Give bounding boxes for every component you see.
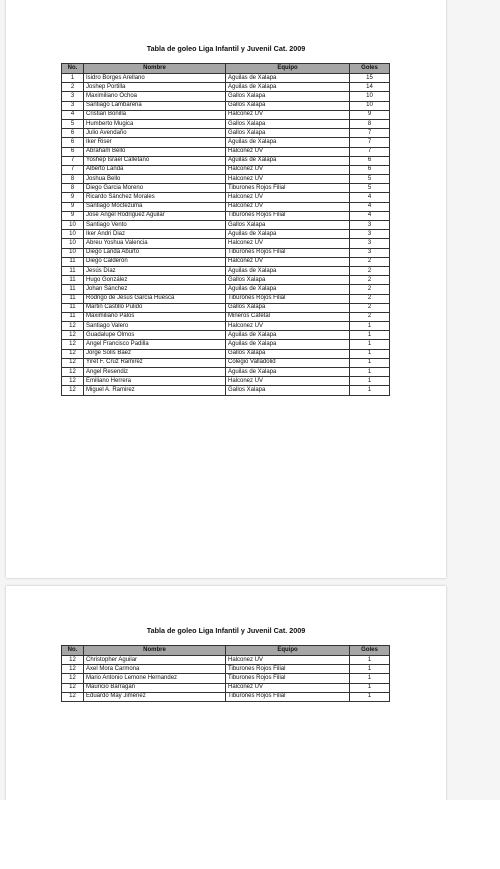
table-row: [62, 368, 390, 377]
cell-rank: 12: [62, 386, 84, 395]
cell-rank: 10: [62, 230, 84, 239]
cell-rank: 10: [62, 239, 84, 248]
table-row: [62, 221, 390, 230]
cell-team: Gallos Xalapa: [226, 221, 350, 230]
cell-goals: 2: [350, 312, 390, 321]
column-header-team: Equipo: [226, 646, 350, 656]
table-row: [62, 358, 390, 367]
cell-goals: 2: [350, 294, 390, 303]
cell-rank: 12: [62, 322, 84, 331]
cell-rank: 12: [62, 674, 84, 683]
cell-team: Halconez UV: [226, 683, 350, 692]
cell-name: Cristian Bonilla: [84, 110, 226, 119]
blank-area: [0, 800, 500, 869]
cell-team: Colegio Valladolid: [226, 358, 350, 367]
table-row: [62, 303, 390, 312]
table-row: [62, 74, 390, 83]
cell-name: Iker Riser: [84, 138, 226, 147]
table-row: [62, 674, 390, 683]
cell-name: Julio Avendaño: [84, 129, 226, 138]
cell-goals: 15: [350, 74, 390, 83]
table-row: [62, 119, 390, 128]
table-row: [62, 101, 390, 110]
table-header-row: [62, 64, 390, 74]
cell-team: Halconez UV: [226, 377, 350, 386]
cell-goals: 1: [350, 358, 390, 367]
cell-goals: 2: [350, 266, 390, 275]
cell-goals: 3: [350, 248, 390, 257]
table-row: [62, 92, 390, 101]
cell-rank: 6: [62, 138, 84, 147]
cell-team: Gallos Xalapa: [226, 349, 350, 358]
cell-name: Eduardo May Jiménez: [84, 692, 226, 701]
cell-team: Halconez UV: [226, 202, 350, 211]
table-row: [62, 294, 390, 303]
cell-name: Axel Mora Carmona: [84, 665, 226, 674]
cell-rank: 4: [62, 110, 84, 119]
table-row: [62, 276, 390, 285]
column-header-name: Nombre: [84, 646, 226, 656]
cell-name: Emiliano Herrera: [84, 377, 226, 386]
cell-name: Guadalupe Olmos: [84, 331, 226, 340]
cell-rank: 10: [62, 221, 84, 230]
cell-rank: 12: [62, 358, 84, 367]
cell-goals: 2: [350, 276, 390, 285]
table-row: [62, 165, 390, 174]
page-title: Tabla de goleo Liga Infantil y Juvenil Cat. 2009: [146, 626, 306, 635]
cell-name: Abraham Bello: [84, 147, 226, 156]
cell-goals: 3: [350, 230, 390, 239]
cell-rank: 11: [62, 294, 84, 303]
table-row: [62, 266, 390, 275]
cell-name: Mauricio Barragan: [84, 683, 226, 692]
cell-rank: 8: [62, 184, 84, 193]
document-page-2: [6, 586, 446, 800]
cell-name: Santiago Moctezuma: [84, 202, 226, 211]
cell-rank: 11: [62, 257, 84, 266]
cell-name: Mario Antonio Lemone Hernandez: [84, 674, 226, 683]
cell-goals: 10: [350, 92, 390, 101]
cell-name: Maximiliano Palos: [84, 312, 226, 321]
cell-goals: 5: [350, 184, 390, 193]
table-row: [62, 665, 390, 674]
cell-goals: 1: [350, 692, 390, 701]
cell-rank: 11: [62, 312, 84, 321]
cell-name: Yiret F. Cruz Ramirez: [84, 358, 226, 367]
cell-team: Aguilas de Xalapa: [226, 138, 350, 147]
cell-rank: 9: [62, 193, 84, 202]
table-row: [62, 340, 390, 349]
cell-team: Halconez UV: [226, 257, 350, 266]
page-title: Tabla de goleo Liga Infantil y Juvenil Cat. 2009: [146, 44, 306, 53]
cell-rank: 1: [62, 74, 84, 83]
cell-name: Ricardo Sánchez Morales: [84, 193, 226, 202]
cell-team: Halconez UV: [226, 322, 350, 331]
cell-name: Diego Calderón: [84, 257, 226, 266]
cell-rank: 11: [62, 276, 84, 285]
cell-team: Aguilas de Xalapa: [226, 285, 350, 294]
cell-team: Aguilas de Xalapa: [226, 83, 350, 92]
cell-goals: 6: [350, 156, 390, 165]
cell-goals: 2: [350, 285, 390, 294]
cell-name: Christopher Aguilar: [84, 656, 226, 665]
table-row: [62, 386, 390, 395]
cell-name: Miguel A. Ramirez: [84, 386, 226, 395]
cell-rank: 12: [62, 349, 84, 358]
cell-goals: 6: [350, 165, 390, 174]
cell-team: Halconez UV: [226, 165, 350, 174]
cell-rank: 2: [62, 83, 84, 92]
cell-name: Hugo González: [84, 276, 226, 285]
table-row: [62, 230, 390, 239]
cell-goals: 1: [350, 386, 390, 395]
cell-goals: 1: [350, 683, 390, 692]
cell-name: Johan Sánchez: [84, 285, 226, 294]
cell-name: Santiago Lambarena: [84, 101, 226, 110]
cell-team: Halconez UV: [226, 656, 350, 665]
cell-goals: 1: [350, 377, 390, 386]
cell-goals: 10: [350, 101, 390, 110]
cell-goals: 3: [350, 239, 390, 248]
cell-goals: 1: [350, 665, 390, 674]
cell-goals: 9: [350, 110, 390, 119]
cell-rank: 12: [62, 692, 84, 701]
column-header-goals: Goles: [350, 64, 390, 74]
cell-team: Gallos Xalapa: [226, 129, 350, 138]
cell-rank: 7: [62, 156, 84, 165]
cell-name: Joshua Bello: [84, 175, 226, 184]
cell-team: Tiburones Rojos Filial: [226, 674, 350, 683]
cell-team: Aguilas de Xalapa: [226, 331, 350, 340]
cell-goals: 8: [350, 119, 390, 128]
table-row: [62, 656, 390, 665]
cell-team: Tiburones Rojos Filial: [226, 294, 350, 303]
cell-rank: 3: [62, 101, 84, 110]
table-row: [62, 129, 390, 138]
column-header-goals: Goles: [350, 646, 390, 656]
cell-rank: 9: [62, 202, 84, 211]
cell-team: Gallos Xalapa: [226, 276, 350, 285]
cell-rank: 5: [62, 119, 84, 128]
cell-goals: 1: [350, 349, 390, 358]
cell-team: Tiburones Rojos Filial: [226, 248, 350, 257]
cell-goals: 7: [350, 138, 390, 147]
table-body: [62, 656, 390, 702]
cell-name: Diego Landa Aburto: [84, 248, 226, 257]
cell-name: Yoshep Israel Calletano: [84, 156, 226, 165]
cell-team: Halconez UV: [226, 147, 350, 156]
table-row: [62, 312, 390, 321]
table-row: [62, 692, 390, 701]
cell-goals: 1: [350, 674, 390, 683]
cell-name: Humberto Mugica: [84, 119, 226, 128]
table-row: [62, 110, 390, 119]
cell-team: Tiburones Rojos Filial: [226, 184, 350, 193]
cell-rank: 12: [62, 340, 84, 349]
cell-team: Halconez UV: [226, 239, 350, 248]
cell-team: Gallos Xalapa: [226, 101, 350, 110]
cell-name: Joshep Portilla: [84, 83, 226, 92]
table-row: [62, 248, 390, 257]
cell-team: Tiburones Rojos Filial: [226, 692, 350, 701]
cell-rank: 7: [62, 165, 84, 174]
cell-rank: 12: [62, 368, 84, 377]
cell-team: Aguilas de Xalapa: [226, 74, 350, 83]
cell-team: Gallos Xalapa: [226, 92, 350, 101]
table-row: [62, 683, 390, 692]
cell-name: Jesús Díaz: [84, 266, 226, 275]
table-row: [62, 193, 390, 202]
cell-rank: 3: [62, 92, 84, 101]
cell-goals: 4: [350, 211, 390, 220]
cell-team: Aguilas de Xalapa: [226, 368, 350, 377]
table-header-row: [62, 646, 390, 656]
cell-name: Martin Castillo Pulido: [84, 303, 226, 312]
cell-team: Gallos Xalapa: [226, 386, 350, 395]
table-row: [62, 211, 390, 220]
column-header-team: Equipo: [226, 64, 350, 74]
table-row: [62, 175, 390, 184]
cell-goals: 1: [350, 331, 390, 340]
cell-team: Halconez UV: [226, 193, 350, 202]
table-row: [62, 285, 390, 294]
cell-name: Jorge Solis Baez: [84, 349, 226, 358]
cell-rank: 12: [62, 377, 84, 386]
cell-goals: 4: [350, 202, 390, 211]
document-page-1: [6, 0, 446, 578]
table-row: [62, 257, 390, 266]
cell-rank: 11: [62, 285, 84, 294]
table-row: [62, 349, 390, 358]
table-row: [62, 202, 390, 211]
cell-name: Iker Andri Diaz: [84, 230, 226, 239]
cell-team: Tiburones Rojos Filial: [226, 665, 350, 674]
scoring-table: [61, 63, 390, 396]
cell-team: Aguilas de Xalapa: [226, 230, 350, 239]
cell-goals: 1: [350, 322, 390, 331]
cell-rank: 9: [62, 211, 84, 220]
cell-rank: 12: [62, 331, 84, 340]
table-row: [62, 331, 390, 340]
cell-rank: 12: [62, 665, 84, 674]
scoring-table: [61, 645, 390, 702]
cell-goals: 1: [350, 340, 390, 349]
cell-team: Aguilas de Xalapa: [226, 156, 350, 165]
cell-rank: 10: [62, 248, 84, 257]
cell-name: Abreu Yoshua Valencia: [84, 239, 226, 248]
table-row: [62, 147, 390, 156]
cell-rank: 8: [62, 175, 84, 184]
cell-name: Santiago Vento: [84, 221, 226, 230]
cell-rank: 6: [62, 129, 84, 138]
cell-name: Angel Francisco Padilla: [84, 340, 226, 349]
cell-rank: 11: [62, 303, 84, 312]
cell-team: Mineros Cafetal: [226, 312, 350, 321]
cell-name: Maximiliano Ochoa: [84, 92, 226, 101]
table-row: [62, 83, 390, 92]
table-row: [62, 138, 390, 147]
cell-team: Halconez UV: [226, 110, 350, 119]
table-row: [62, 377, 390, 386]
cell-goals: 4: [350, 193, 390, 202]
cell-name: José Ángel Rodriguez Aguilar: [84, 211, 226, 220]
cell-name: Diego Garcia Moreno: [84, 184, 226, 193]
cell-goals: 1: [350, 656, 390, 665]
column-header-no: No.: [62, 646, 84, 656]
column-header-name: Nombre: [84, 64, 226, 74]
cell-rank: 6: [62, 147, 84, 156]
cell-goals: 5: [350, 175, 390, 184]
cell-team: Gallos Xalapa: [226, 303, 350, 312]
table-row: [62, 156, 390, 165]
table-body: [62, 74, 390, 396]
table-row: [62, 184, 390, 193]
table-row: [62, 239, 390, 248]
cell-name: Santiago Valero: [84, 322, 226, 331]
cell-team: Aguilas de Xalapa: [226, 266, 350, 275]
column-header-no: No.: [62, 64, 84, 74]
table-row: [62, 322, 390, 331]
cell-team: Gallos Xalapa: [226, 119, 350, 128]
cell-name: Isidro Borges Arellano: [84, 74, 226, 83]
cell-goals: 2: [350, 257, 390, 266]
cell-goals: 1: [350, 368, 390, 377]
cell-goals: 14: [350, 83, 390, 92]
cell-rank: 12: [62, 656, 84, 665]
cell-rank: 11: [62, 266, 84, 275]
cell-rank: 12: [62, 683, 84, 692]
cell-goals: 2: [350, 303, 390, 312]
cell-name: Rodrigo de Jesus García Huesca: [84, 294, 226, 303]
cell-team: Tiburones Rojos Filial: [226, 211, 350, 220]
cell-team: Halconez UV: [226, 175, 350, 184]
cell-name: Angel Resendiz: [84, 368, 226, 377]
cell-team: Aguilas de Xalapa: [226, 340, 350, 349]
cell-goals: 3: [350, 221, 390, 230]
cell-goals: 7: [350, 129, 390, 138]
cell-goals: 7: [350, 147, 390, 156]
cell-name: Alberto Landa: [84, 165, 226, 174]
